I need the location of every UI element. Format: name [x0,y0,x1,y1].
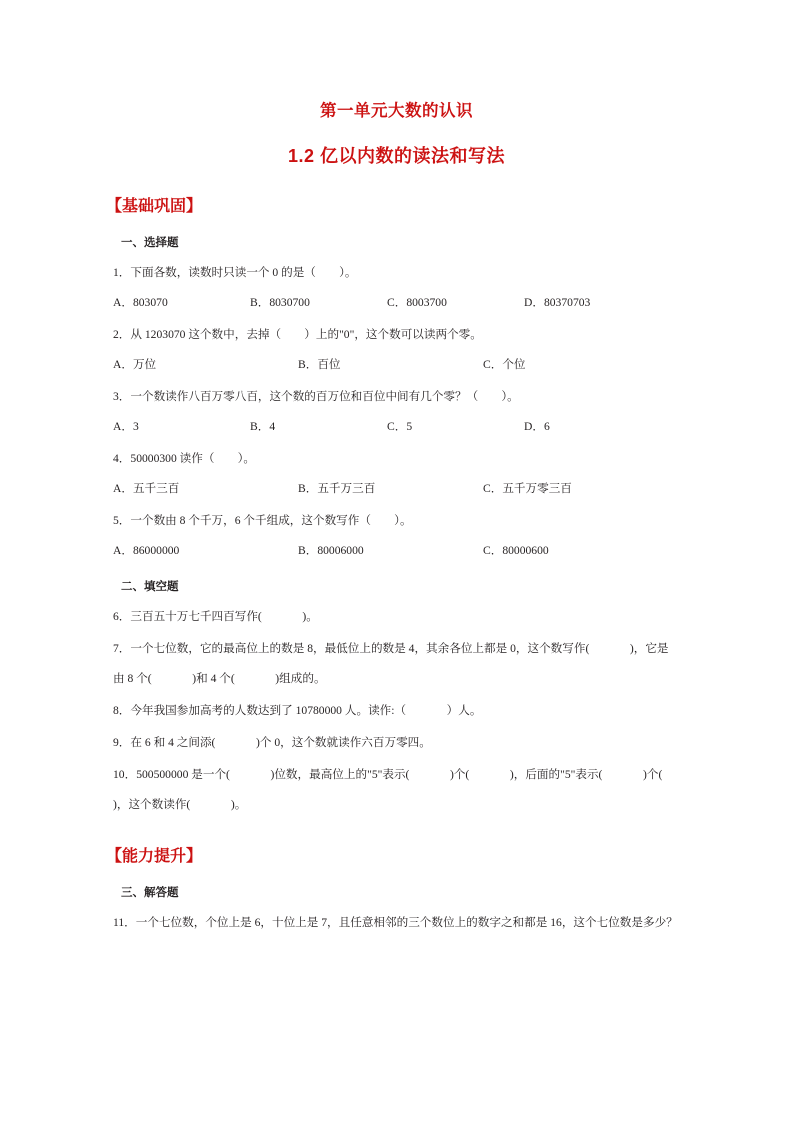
question-10-text: 10．500500000 是一个( )位数，最高位上的"5"表示( )个( )，后面的"5"表示( )个( )，这个数读作( )。 [113,768,703,811]
subsection-header-solve: 三、解答题 [121,887,179,899]
page-subtitle: 1.2 亿以内数的读法和写法 [287,146,506,166]
option-d[interactable]: D．80370703 [524,296,591,309]
question-4-options [113,474,680,504]
option-c[interactable]: C．8003700 [387,296,447,309]
section-header-basic: 【基础巩固】 [106,198,203,215]
option-a[interactable]: A．五千三百 [113,482,180,495]
question-4-text: 4．50000300 读作（ ）。 [113,452,256,465]
subsection-header-choice: 一、选择题 [121,237,179,249]
question-5-options [113,536,680,566]
option-c[interactable]: C．五千万零三百 [483,482,572,495]
question-1-options [113,288,680,318]
question-7-text: 7．一个七位数，它的最高位上的数是 8，最低位上的数是 4，其余各位上都是 0，这个数写作( )，它是由 8 个( )和 4 个( )组成的。 [113,642,669,685]
question-6-text: 6．三百五十万七千四百写作( )。 [113,610,318,623]
option-b[interactable]: B．百位 [298,358,341,371]
question-9-text: 9．在 6 和 4 之间添( )个 0，这个数就读作六百万零四。 [113,736,431,749]
question-3-options [113,412,680,442]
option-c[interactable]: C．5 [387,420,413,433]
option-d[interactable]: D．6 [524,420,550,433]
option-c[interactable]: C．个位 [483,358,526,371]
question-3-text: 3．一个数读作八百万零八百，这个数的百万位和百位中间有几个零？（ ）。 [113,390,519,403]
subsection-header-fill: 二、填空题 [121,581,179,593]
option-a[interactable]: A．86000000 [113,544,180,557]
option-a[interactable]: A．万位 [113,358,157,371]
question-2-options [113,350,680,380]
option-c[interactable]: C．80000600 [483,544,549,557]
option-a[interactable]: A．3 [113,420,139,433]
option-b[interactable]: B．五千万三百 [298,482,376,495]
question-5-text: 5．一个数由 8 个千万，6 个千组成，这个数写作（ ）。 [113,514,412,527]
option-b[interactable]: B．8030700 [250,296,310,309]
question-2-text: 2．从 1203070 这个数中，去掉（ ）上的"0"，这个数可以读两个零。 [113,328,482,341]
option-b[interactable]: B．80006000 [298,544,364,557]
option-a[interactable]: A．803070 [113,296,168,309]
question-11-text: 11．一个七位数，个位上是 6，十位上是 7，且任意相邻的三个数位上的数字之和都是 16，这个七位数是多少？ [113,916,678,929]
question-1-text: 1．下面各数，读数时只读一个 0 的是（ ）。 [113,266,357,279]
question-8-text: 8．今年我国参加高考的人数达到了 10780000 人。读作:（ ）人。 [113,704,482,717]
section-header-advanced: 【能力提升】 [106,848,203,865]
page-title: 第一单元大数的认识 [320,102,473,120]
option-b[interactable]: B．4 [250,420,276,433]
